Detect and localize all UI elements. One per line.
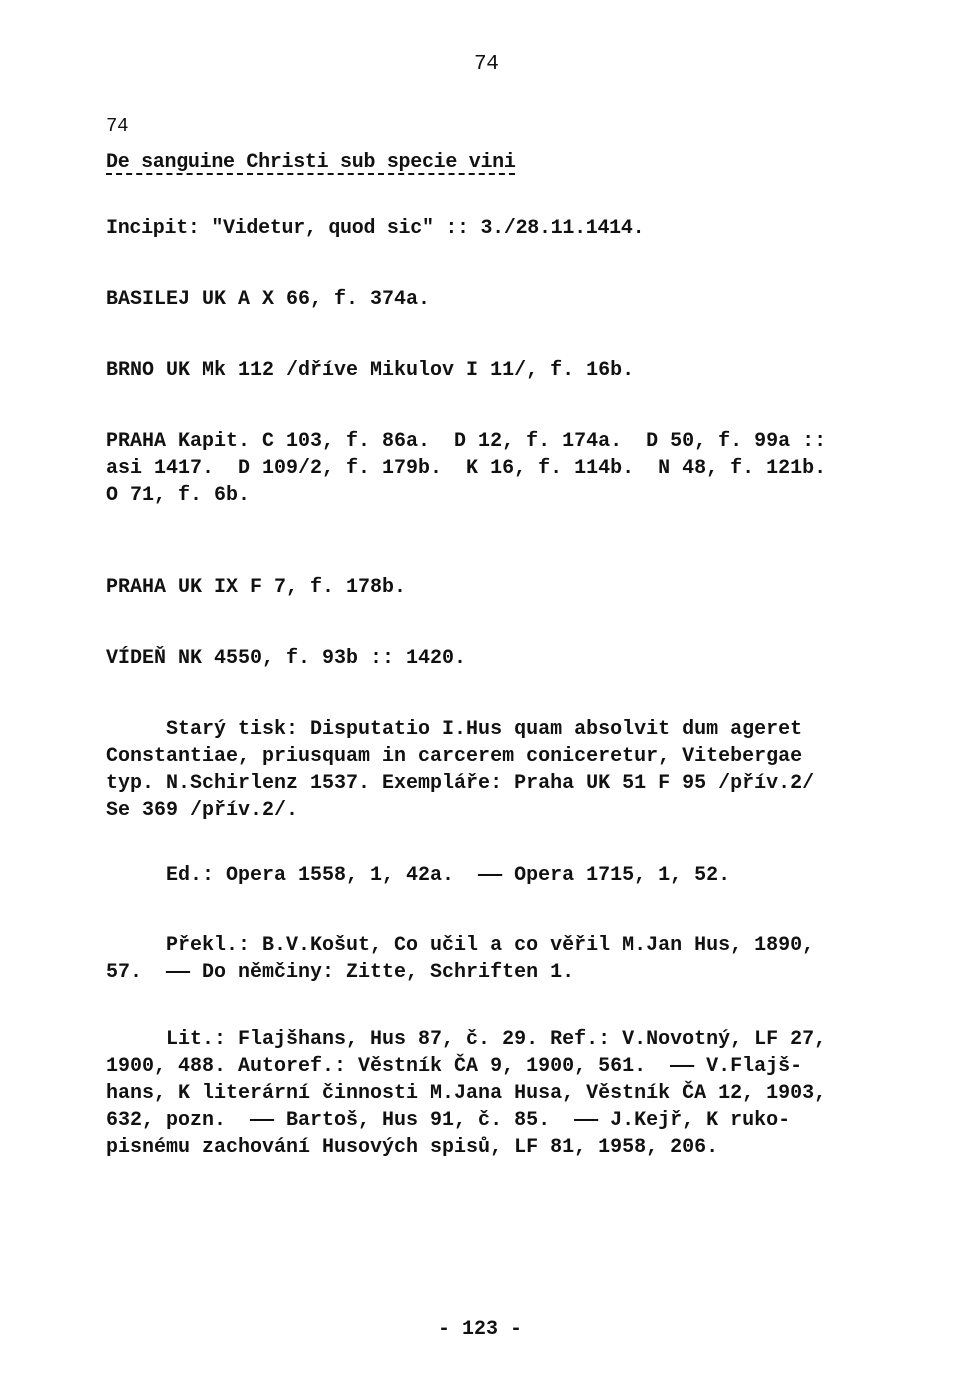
manuscript-line: BRNO UK Mk 112 /dříve Mikulov I 11/, f. 16b. <box>106 359 635 382</box>
manuscript-viden <box>106 645 856 672</box>
literature-line: hans, K literární činnosti M.Jana Husa, Věstník ČA 12, 1903, <box>106 1082 827 1105</box>
manuscript-praha-kapit <box>106 428 856 509</box>
manuscript-brno <box>106 357 856 384</box>
literature-section <box>106 1026 866 1161</box>
literature-line: Lit.: Flajšhans, Hus 87, č. 29. Ref.: V.Novotný, LF 27, <box>106 1028 827 1051</box>
literature-line: pisnému zachování Husových spisů, LF 81, 1958, 206. <box>106 1136 719 1159</box>
old-print-line: typ. N.Schirlenz 1537. Exempláře: Praha UK 51 F 95 /přív.2/ <box>106 772 815 795</box>
old-print-line: Se 369 /přív.2/. <box>106 799 299 822</box>
entry-number: 74 <box>106 115 129 137</box>
literature-line: 1900, 488. Autoref.: Věstník ČA 9, 1900, 561. —— V.Flajš- <box>106 1055 803 1078</box>
translations-line: Překl.: B.V.Košut, Co učil a co věřil M.Jan Hus, 1890, <box>106 934 815 957</box>
translations-line: 57. —— Do němčiny: Zitte, Schriften 1. <box>106 961 575 984</box>
translations-section <box>106 932 866 986</box>
page-number-bottom: - 123 - <box>437 1318 522 1341</box>
old-print-line: Starý tisk: Disputatio I.Hus quam absolvit dum ageret <box>106 718 803 741</box>
manuscript-praha-uk <box>106 574 856 601</box>
manuscript-line: PRAHA Kapit. C 103, f. 86a. D 12, f. 174a. D 50, f. 99a :: <box>106 430 827 453</box>
manuscript-line: PRAHA UK IX F 7, f. 178b. <box>106 576 407 599</box>
old-print-section <box>106 716 866 824</box>
incipit-line: Incipit: "Videtur, quod sic" :: 3./28.11.1414. <box>106 217 645 240</box>
old-print-line: Constantiae, priusquam in carcerem coniceretur, Vitebergae <box>106 745 803 768</box>
manuscript-line: VÍDEŇ NK 4550, f. 93b :: 1420. <box>106 647 467 670</box>
editions-section <box>106 862 866 889</box>
entry-title: De sanguine Christi sub specie vini <box>106 151 516 174</box>
manuscript-line: asi 1417. D 109/2, f. 179b. K 16, f. 114b. N 48, f. 121b. <box>106 457 827 480</box>
editions-line: Ed.: Opera 1558, 1, 42a. —— Opera 1715, 1, 52. <box>106 864 731 887</box>
literature-line: 632, pozn. —— Bartoš, Hus 91, č. 85. —— J.Kejř, K ruko- <box>106 1109 791 1132</box>
page-number-top: 74 <box>474 53 499 76</box>
manuscript-line: BASILEJ UK A X 66, f. 374a. <box>106 288 431 311</box>
manuscript-basilej <box>106 286 856 313</box>
manuscript-line: O 71, f. 6b. <box>106 484 251 507</box>
